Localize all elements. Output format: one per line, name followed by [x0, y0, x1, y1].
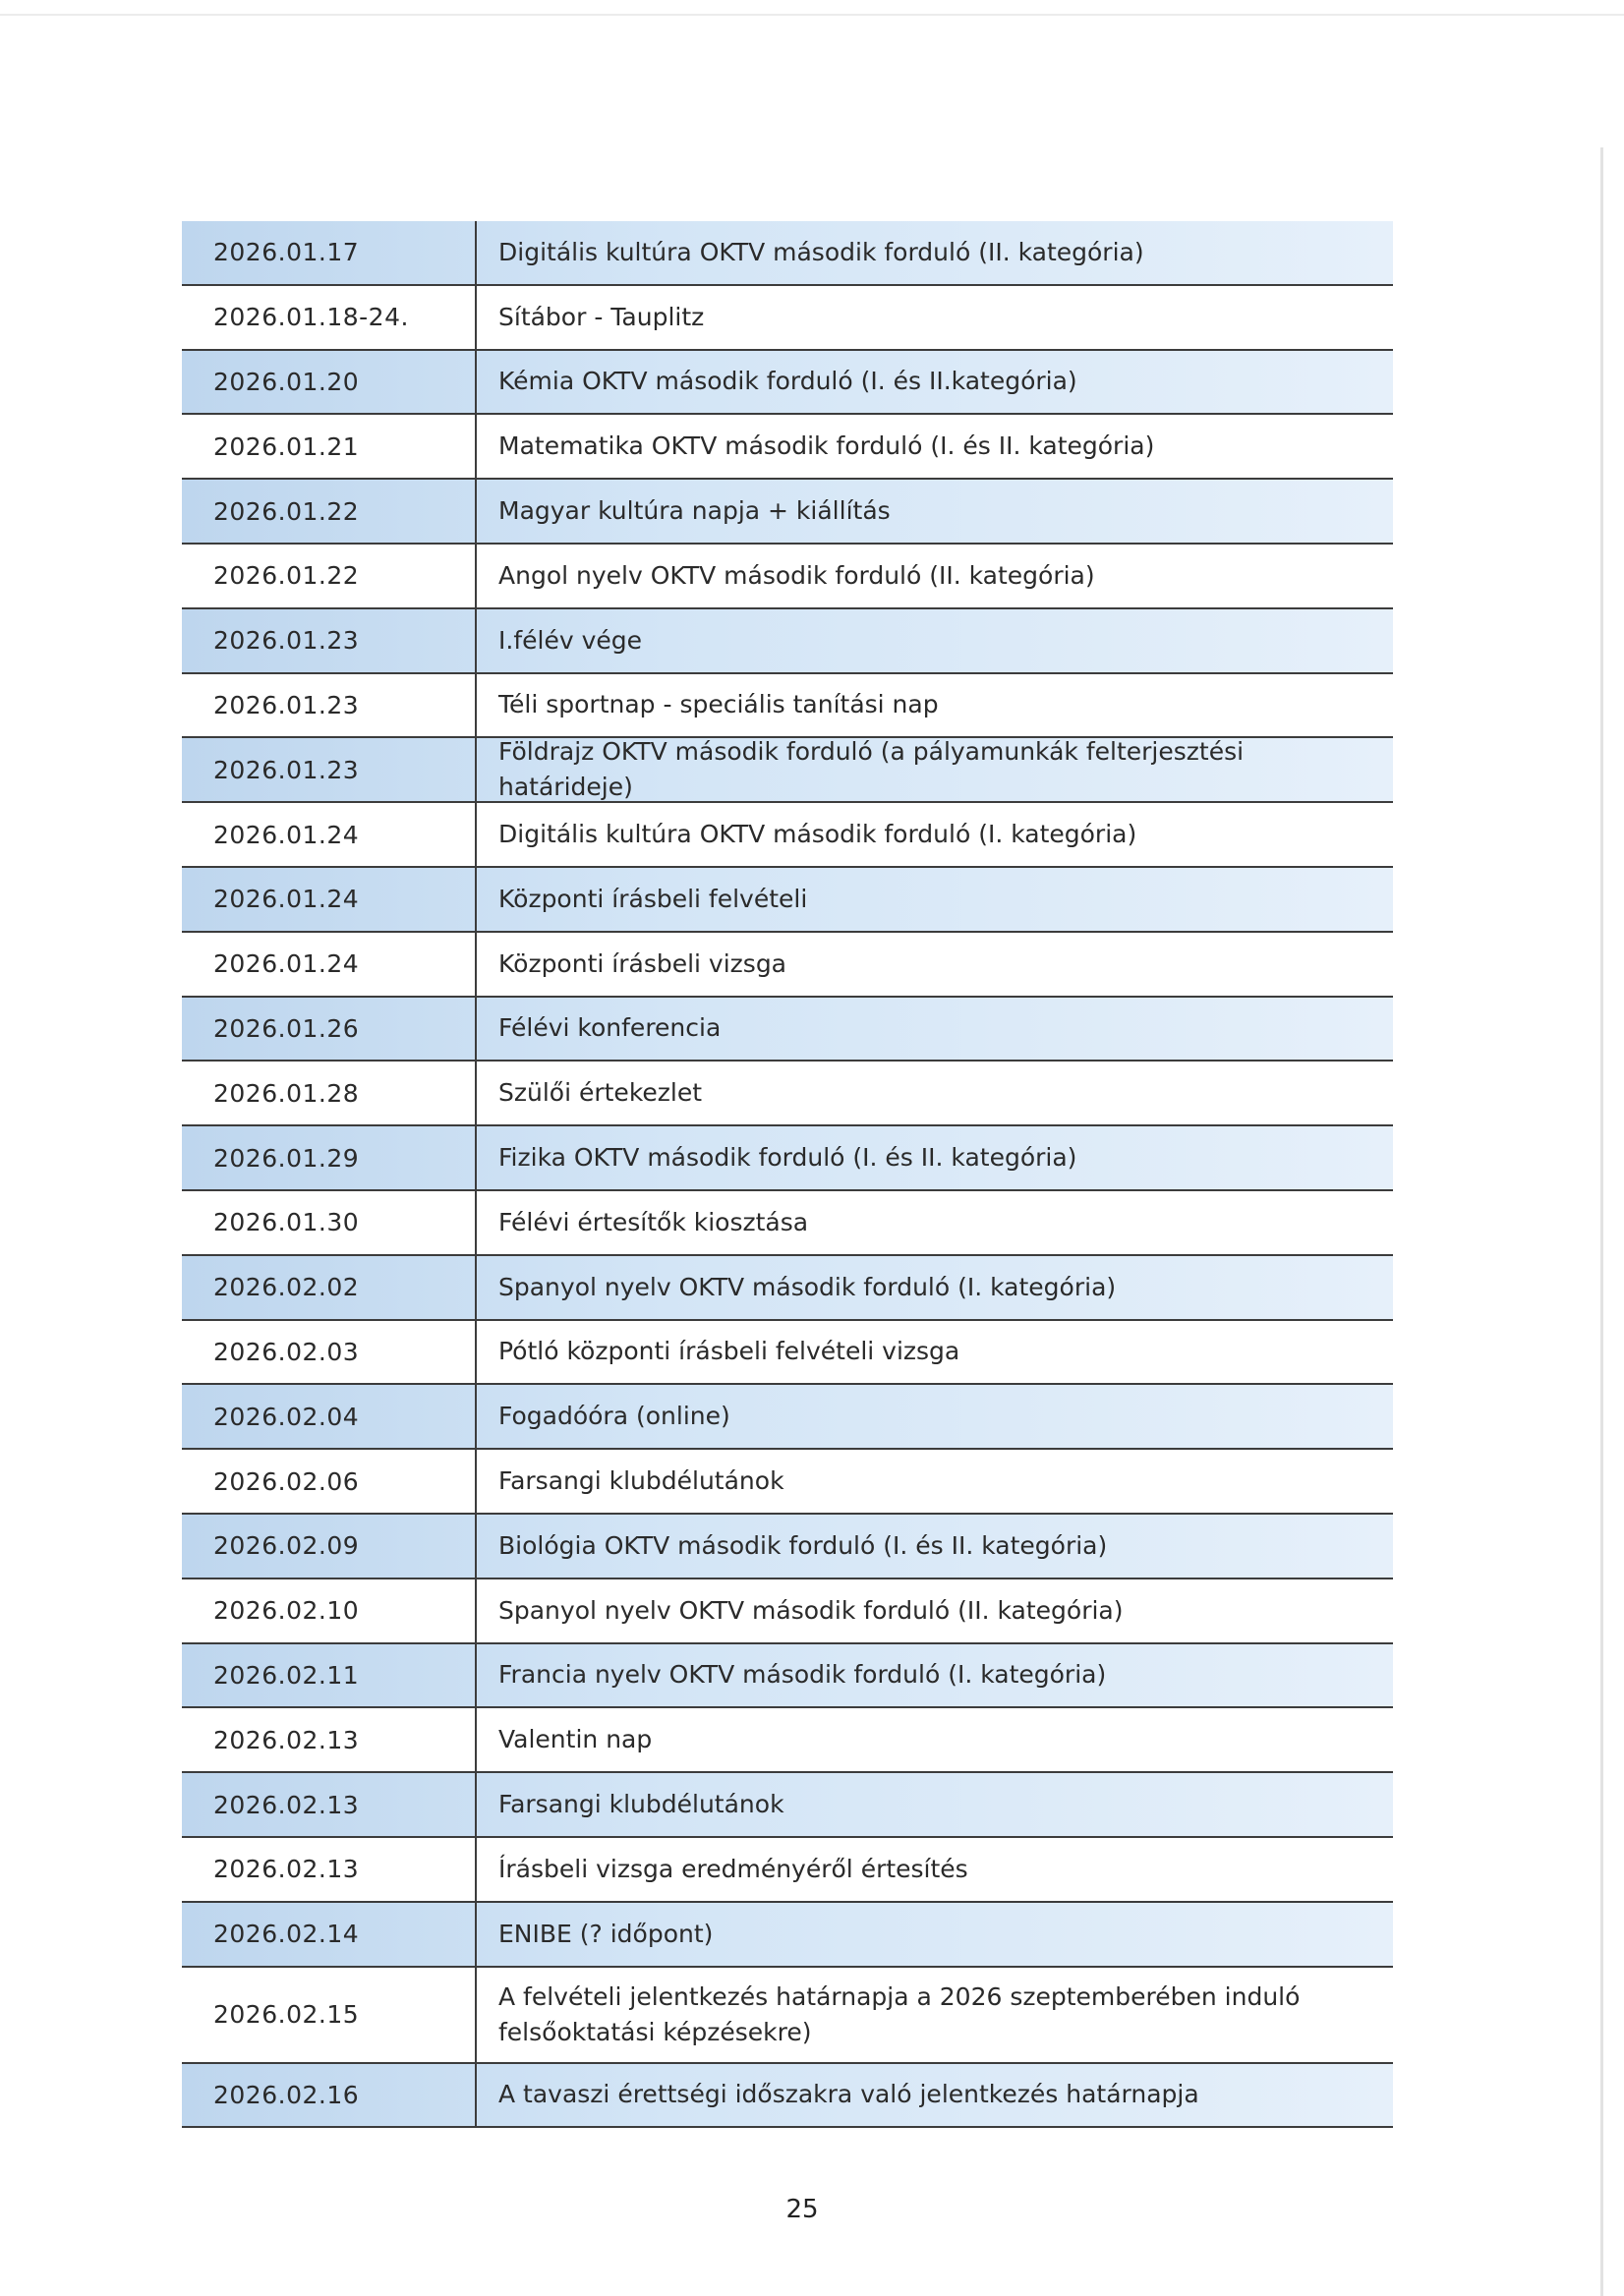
table-row	[182, 1644, 1393, 1709]
date-cell: 2026.01.23	[182, 674, 477, 737]
table-row	[182, 1191, 1393, 1256]
date-cell: 2026.01.17	[182, 221, 477, 284]
date-cell: 2026.02.06	[182, 1450, 477, 1513]
event-cell: Farsangi klubdélutánok	[498, 1466, 784, 1496]
table-row	[182, 609, 1393, 674]
schedule-table	[182, 221, 1393, 2128]
table-row	[182, 738, 1393, 803]
date-cell: 2026.01.23	[182, 609, 477, 672]
table-row	[182, 1968, 1393, 2064]
date-cell: 2026.01.24	[182, 933, 477, 996]
date-cell: 2026.01.30	[182, 1191, 477, 1254]
event-cell: Pótló központi írásbeli felvételi vizsga	[498, 1337, 960, 1366]
date-cell: 2026.02.04	[182, 1385, 477, 1448]
date-cell: 2026.02.13	[182, 1773, 477, 1836]
scan-edge-right	[1600, 147, 1603, 2296]
date-cell: 2026.02.16	[182, 2064, 477, 2127]
date-cell: 2026.02.03	[182, 1321, 477, 1384]
event-cell: Spanyol nyelv OKTV második forduló (II. kategória)	[498, 1595, 1124, 1625]
table-row	[182, 545, 1393, 609]
table-row	[182, 415, 1393, 480]
date-cell: 2026.02.11	[182, 1644, 477, 1707]
table-row	[182, 1126, 1393, 1191]
event-cell: I.félév vége	[498, 625, 642, 655]
scan-edge-top	[0, 14, 1624, 16]
date-cell: 2026.01.21	[182, 415, 477, 478]
date-cell: 2026.02.14	[182, 1903, 477, 1966]
event-cell: Központi írásbeli vizsga	[498, 948, 787, 978]
table-row	[182, 1321, 1393, 1386]
date-cell: 2026.01.20	[182, 351, 477, 414]
event-cell: Kémia OKTV második forduló (I. és II.kategória)	[498, 367, 1077, 396]
table-row	[182, 286, 1393, 351]
event-cell: Valentin nap	[498, 1725, 653, 1754]
event-cell: Biológia OKTV második forduló (I. és II. kategória)	[498, 1530, 1108, 1560]
table-row	[182, 1773, 1393, 1838]
event-cell: Fogadóóra (online)	[498, 1402, 730, 1431]
table-row	[182, 803, 1393, 868]
table-row	[182, 1579, 1393, 1644]
event-cell: Félévi konferencia	[498, 1013, 722, 1043]
date-cell: 2026.02.09	[182, 1515, 477, 1578]
table-row	[182, 998, 1393, 1062]
table-row	[182, 480, 1393, 545]
date-cell: 2026.02.10	[182, 1579, 477, 1642]
event-cell: Digitális kultúra OKTV második forduló (I. kategória)	[498, 820, 1137, 849]
event-cell: Matematika OKTV második forduló (I. és II. kategória)	[498, 431, 1155, 461]
event-cell: ENIBE (? időpont)	[498, 1919, 714, 1948]
table-row	[182, 868, 1393, 933]
date-cell: 2026.01.18-24.	[182, 286, 477, 349]
table-row	[182, 1256, 1393, 1321]
event-cell: Farsangi klubdélutánok	[498, 1790, 784, 1819]
table-row	[182, 1385, 1393, 1450]
date-cell: 2026.02.13	[182, 1708, 477, 1771]
event-cell: Fizika OKTV második forduló (I. és II. kategória)	[498, 1143, 1077, 1173]
event-cell: Angol nyelv OKTV második forduló (II. kategória)	[498, 560, 1095, 590]
event-cell: Szülői értekezlet	[498, 1078, 703, 1108]
table-row	[182, 1450, 1393, 1515]
table-row	[182, 1515, 1393, 1579]
date-cell: 2026.02.15	[182, 1968, 477, 2062]
date-cell: 2026.01.28	[182, 1062, 477, 1124]
date-cell: 2026.02.13	[182, 1838, 477, 1901]
date-cell: 2026.01.22	[182, 480, 477, 543]
event-cell: Digitális kultúra OKTV második forduló (II. kategória)	[498, 237, 1144, 266]
event-cell: A felvételi jelentkezés határnapja a 2026 szeptemberében induló felsőoktatási képzésekre)	[498, 1981, 1301, 2046]
date-cell: 2026.01.29	[182, 1126, 477, 1189]
table-row	[182, 351, 1393, 416]
event-cell: Spanyol nyelv OKTV második forduló (I. kategória)	[498, 1272, 1117, 1301]
table-row	[182, 1838, 1393, 1903]
date-cell: 2026.01.24	[182, 803, 477, 866]
date-cell: 2026.01.26	[182, 998, 477, 1061]
table-row	[182, 1903, 1393, 1968]
event-cell: Sítábor - Tauplitz	[498, 302, 705, 331]
event-cell: Központi írásbeli felvételi	[498, 884, 808, 913]
date-cell: 2026.01.23	[182, 738, 477, 801]
event-cell: Félévi értesítők kiosztása	[498, 1207, 809, 1236]
date-cell: 2026.01.22	[182, 545, 477, 607]
event-cell: Írásbeli vizsga eredményéről értesítés	[498, 1854, 968, 1883]
event-cell: A tavaszi érettségi időszakra való jelentkezés határnapja	[498, 2080, 1199, 2109]
event-cell: Francia nyelv OKTV második forduló (I. kategória)	[498, 1660, 1107, 1690]
table-row	[182, 933, 1393, 998]
table-row	[182, 674, 1393, 739]
date-cell: 2026.02.02	[182, 1256, 477, 1319]
event-cell: Földrajz OKTV második forduló (a pályamunkák felterjesztési határideje)	[498, 737, 1245, 802]
event-cell: Téli sportnap - speciális tanítási nap	[498, 690, 939, 719]
table-row	[182, 1708, 1393, 1773]
table-row	[182, 2064, 1393, 2129]
event-cell: Magyar kultúra napja + kiállítás	[498, 496, 891, 526]
table-row	[182, 221, 1393, 286]
table-row	[182, 1062, 1393, 1126]
page-number: 25	[785, 2195, 819, 2224]
date-cell: 2026.01.24	[182, 868, 477, 931]
